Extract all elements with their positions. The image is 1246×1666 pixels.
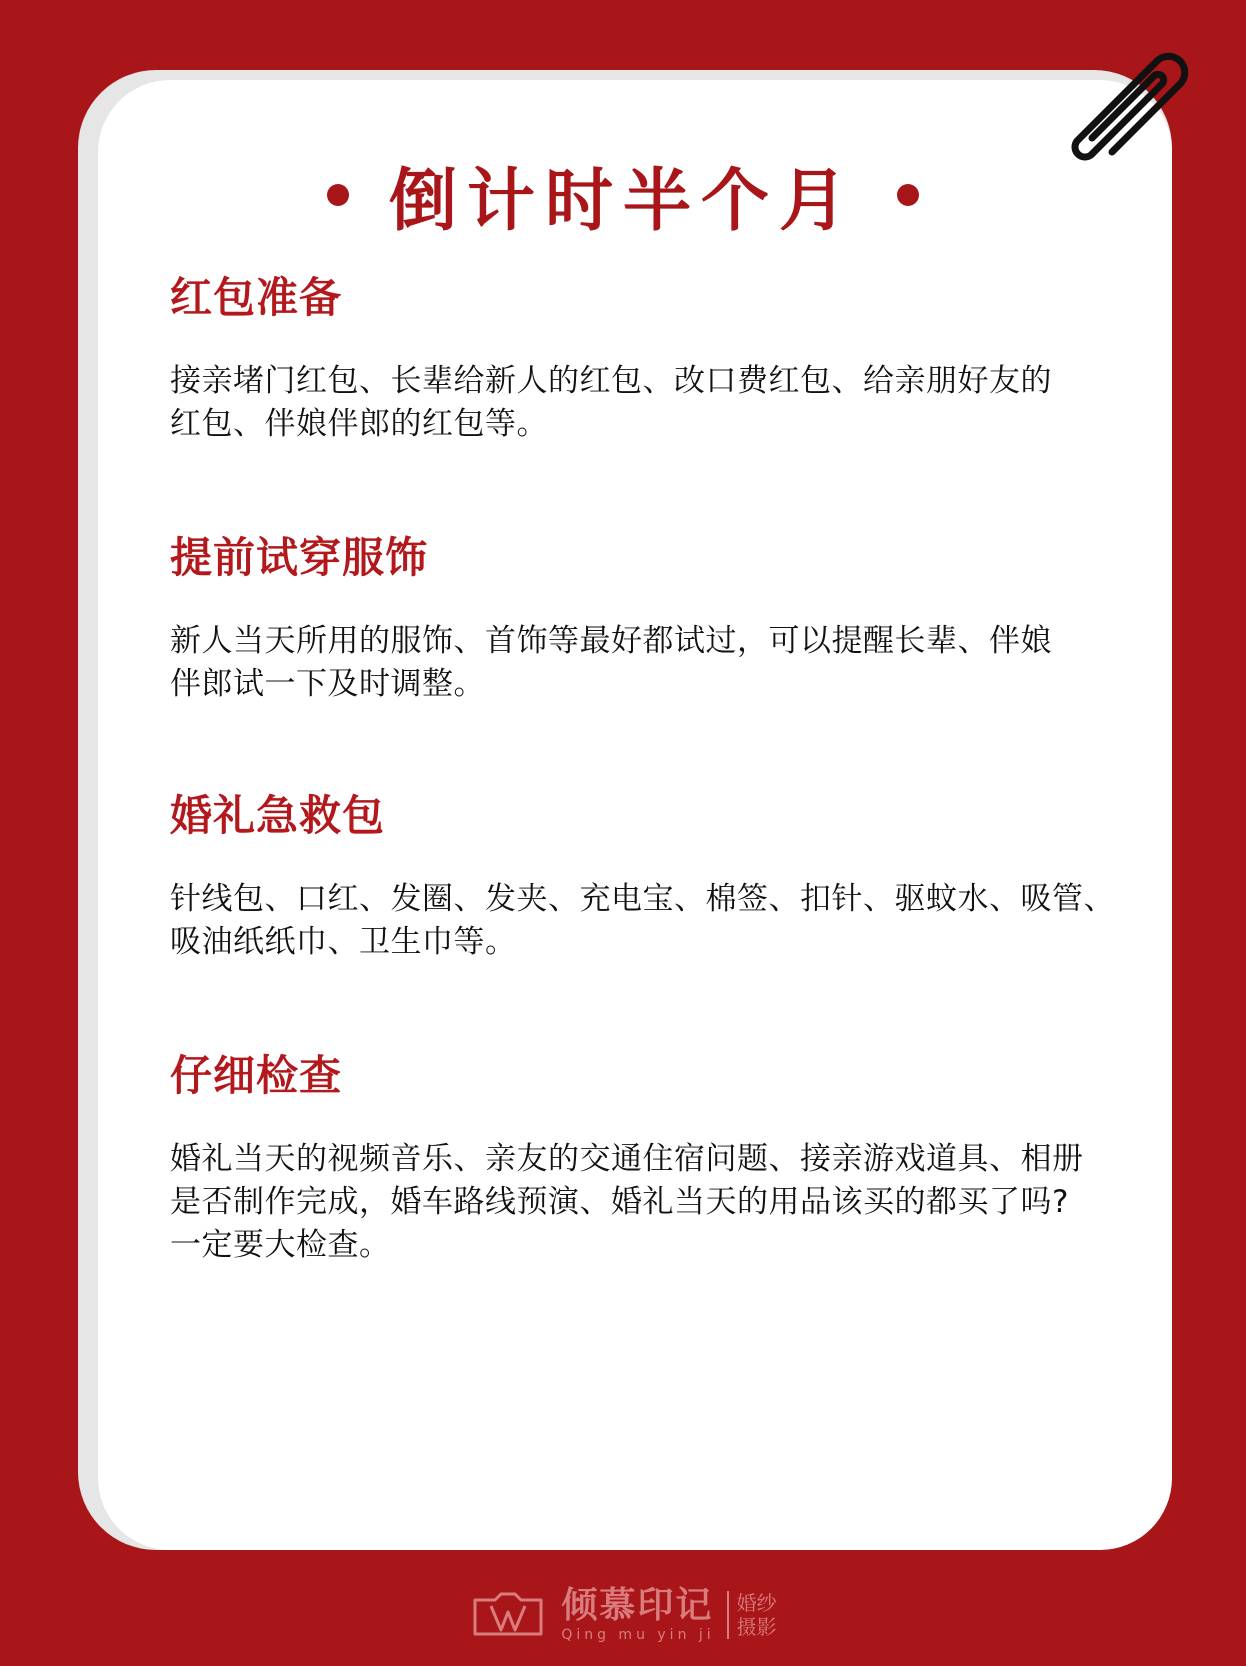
section-heading: 红包准备 [170, 273, 343, 322]
paperclip-icon [1052, 30, 1202, 170]
brand-logo-icon [469, 1590, 547, 1640]
right-dot [897, 184, 919, 206]
section-try-on [170, 530, 1150, 706]
brand-tag [737, 1591, 777, 1639]
brand-name: 倾慕印记 [561, 1585, 714, 1626]
section-body: 新人当天所用的服饰、首饰等最好都试过，可以提醒长辈、伴娘 伴郎试一下及时调整。 [170, 623, 1052, 702]
title-row [0, 150, 1246, 240]
section-heading: 仔细检查 [170, 1051, 343, 1100]
section-body: 针线包、口红、发圈、发夹、充电宝、棉签、扣针、驱蚊水、吸管、 吸油纸纸巾、卫生巾等。 [170, 881, 1115, 960]
section-body: 婚礼当天的视频音乐、亲友的交通住宿问题、接亲游戏道具、相册 是否制作完成，婚车路线预演、婚礼当天的用品该买的都买了吗? 一定要大检查。 [170, 1141, 1084, 1263]
section-heading: 提前试穿服饰 [170, 533, 429, 582]
section-check [170, 1048, 1150, 1267]
brand-pinyin: Qing mu yin ji [561, 1627, 715, 1643]
left-dot [327, 184, 349, 206]
section-red-envelope [170, 270, 1150, 446]
footer-brand [0, 1585, 1246, 1645]
brand-divider [727, 1591, 729, 1639]
page-title: 倒计时半个月 [388, 160, 857, 241]
section-body: 接亲堵门红包、长辈给新人的红包、改口费红包、给亲朋好友的 红包、伴娘伴郎的红包等。 [170, 363, 1052, 442]
brand-text [561, 1585, 715, 1643]
section-heading: 婚礼急救包 [170, 791, 386, 840]
section-emergency-kit [170, 788, 1150, 964]
brand-tag-line2: 摄影 [736, 1615, 777, 1639]
brand-tag-line1: 婚纱 [736, 1591, 777, 1615]
